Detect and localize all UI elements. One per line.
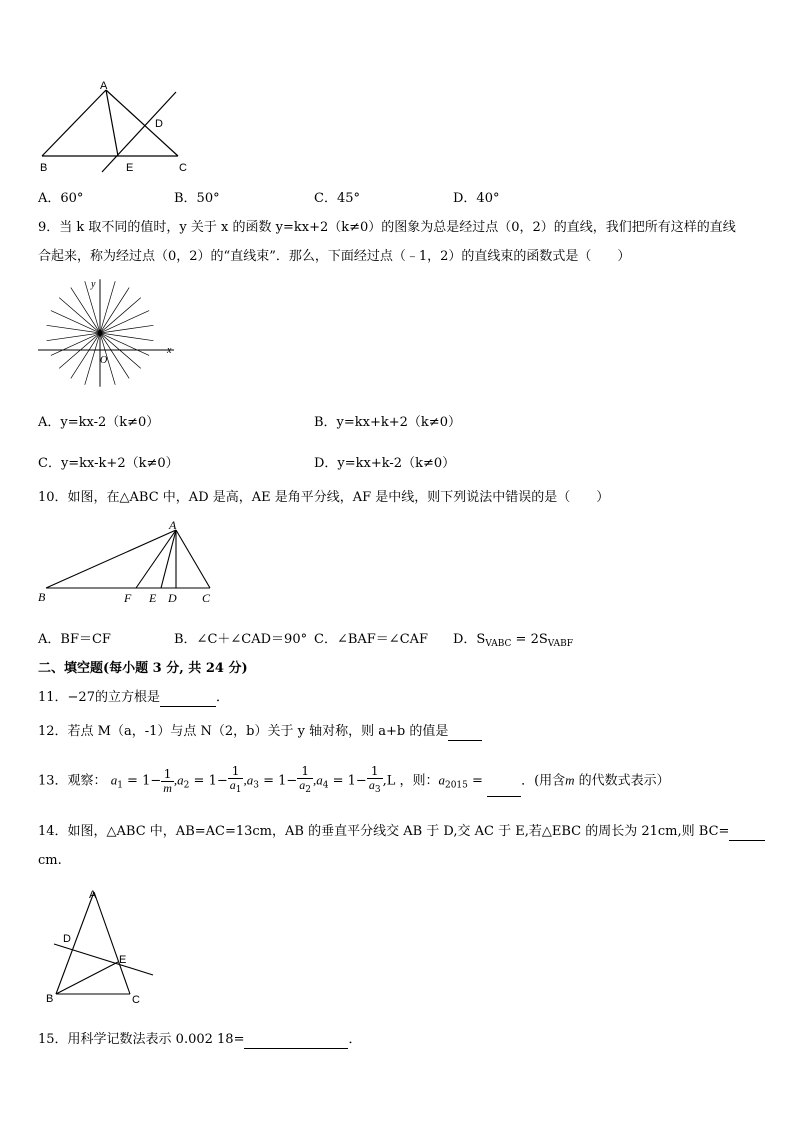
q13-target-eq: = — [467, 773, 483, 789]
q13-a3-index: 3 — [253, 780, 259, 791]
q14-triangle-figure — [40, 886, 160, 1010]
q9-axis-x-label: x — [167, 345, 172, 356]
q13 — [38, 765, 670, 797]
q13-fraction-4 — [367, 765, 383, 797]
q15-end: ． — [348, 1032, 362, 1047]
q10-label-e: E — [149, 591, 157, 605]
q13-fraction-3 — [297, 765, 313, 797]
q10-option-d-prefix: D．S — [453, 632, 486, 647]
q9-option-d: D．y=kx+k-2（k≠0） — [314, 456, 456, 471]
q13-variable-m: m — [565, 772, 575, 788]
q8-option-c: C．45° — [314, 191, 360, 206]
q13-fraction-4-den-i: 3 — [374, 785, 381, 795]
q13-target: a — [438, 772, 445, 788]
q13-fraction-2-den-a: a — [229, 778, 236, 792]
q13-fraction-1-den: m — [163, 780, 172, 795]
q10-option-d-sub2: VABF — [547, 639, 573, 649]
q10-option-c: C．∠BAF＝∠CAF — [314, 632, 429, 647]
q8-option-a: A．60° — [38, 191, 84, 206]
q13-eq1: = 1− — [122, 773, 162, 789]
q13-fraction-1-num: 1 — [161, 768, 174, 782]
q8-label-a: A — [100, 80, 108, 92]
q13-fraction-2-num: 1 — [228, 765, 244, 779]
q13-suffix: ．(用含 — [521, 773, 566, 789]
q12 — [38, 723, 482, 741]
q13-fraction-2 — [228, 765, 244, 797]
q8-label-e: E — [126, 162, 134, 174]
q9-origin-label: O — [100, 355, 108, 366]
q9-line-2: 合起来，称为经过点（0，2）的“直线束”．那么，下面经过点（﹣1，2）的直线束的函数式是（ ） — [38, 249, 631, 264]
q8-label-d: D — [155, 118, 163, 130]
q13-fraction-3-num: 1 — [297, 765, 313, 779]
q13-eq2: = 1− — [189, 773, 228, 789]
q13-fraction-3-den — [297, 779, 313, 797]
q10-label-c: C — [202, 591, 211, 605]
q14-line-2: cm. — [38, 853, 62, 868]
q10-text: 10．如图，在△ABC 中，AD 是高，AE 是角平分线，AF 是中线，则下列说法中错误的是（ ） — [38, 490, 610, 505]
q14-answer-blank[interactable] — [729, 826, 765, 841]
q8-option-b: B．50° — [174, 191, 220, 206]
q13-answer-blank[interactable] — [487, 782, 521, 797]
q10-label-a: A — [169, 518, 177, 532]
q13-fraction-1 — [161, 768, 174, 795]
q9-option-b: B．y=kx+k+2（k≠0） — [314, 415, 461, 430]
q10-option-a: A．BF＝CF — [38, 632, 111, 647]
q10-label-b: B — [38, 590, 46, 604]
q13-a2: ,a — [173, 772, 184, 788]
q10-option-d-mid: = 2S — [511, 632, 548, 647]
q13-eq4: = 1− — [328, 773, 367, 789]
q13-a1-index: 1 — [117, 780, 123, 791]
q14-label-c: C — [132, 994, 140, 1006]
q14-label-b: B — [46, 993, 54, 1005]
q12-text: 12．若点 M（a，-1）与点 N（2，b）关于 y 轴对称，则 a+b 的值是 — [38, 724, 449, 739]
q8-triangle-figure — [30, 78, 200, 178]
q9-option-c: C．y=kx-k+2（k≠0） — [38, 456, 179, 471]
q13-ellipsis: ,L — [382, 773, 396, 789]
q15 — [38, 1031, 361, 1049]
q9-axis-y-label: y — [91, 279, 96, 290]
q13-a4-index: 4 — [322, 780, 329, 791]
q13-a2-index: 2 — [183, 780, 190, 791]
q13-a4: ,a — [313, 772, 323, 788]
q13-fraction-4-den — [367, 779, 383, 797]
q10-option-d-sub1: VABC — [485, 639, 512, 649]
q13-fraction-3-den-i: 2 — [305, 785, 312, 795]
q13-eq3: = 1− — [258, 773, 298, 789]
q8-label-c: C — [179, 162, 187, 174]
q10-label-d: D — [168, 591, 177, 605]
q14-line-1 — [38, 823, 765, 841]
q13-fraction-2-den — [228, 779, 244, 797]
q11-end: ． — [215, 690, 229, 705]
q13-fraction-2-den-i: 1 — [235, 785, 242, 795]
q13-fraction-3-den-a: a — [299, 778, 306, 792]
q11 — [38, 689, 229, 707]
q15-text: 15．用科学记数法表示 0.002 18= — [38, 1032, 245, 1047]
q14-text: 14．如图，△ABC 中，AB=AC=13cm，AB 的垂直平分线交 AB 于 D,交 AC 于 E,若△EBC 的周长为 21cm,则 BC= — [38, 824, 730, 839]
q12-answer-blank[interactable] — [448, 726, 482, 741]
q13-suffix-2: 的代数式表示） — [574, 773, 670, 789]
q9-line-bundle-figure — [36, 276, 178, 388]
q13-a3: ,a — [243, 772, 254, 788]
q13-fraction-4-num: 1 — [367, 765, 383, 779]
q10-triangle-figure — [34, 518, 224, 608]
q13-fraction-4-den-a: a — [368, 778, 375, 792]
q8-option-d: D．40° — [453, 191, 500, 206]
q10-label-f: F — [124, 591, 132, 605]
q14-label-e: E — [119, 954, 127, 966]
q13-target-index: 2015 — [444, 780, 468, 791]
q8-label-b: B — [40, 162, 48, 174]
q10-option-d — [453, 628, 573, 649]
q13-a1: a — [110, 772, 118, 788]
q9-line-1: 9．当 k 取不同的值时，y 关于 x 的函数 y=kx+2（k≠0）的图象为总是经过点（0，2）的直线，我们把所有这样的直线 — [38, 220, 736, 235]
q14-label-a: A — [89, 889, 97, 901]
q15-answer-blank[interactable] — [244, 1034, 348, 1049]
q14-label-d: D — [63, 933, 71, 945]
q11-text: 11．−27的立方根是 — [38, 690, 160, 705]
section-2-heading: 二、填空题(每小题 3 分, 共 24 分) — [38, 661, 248, 676]
q10-option-b: B．∠C＋∠CAD＝90° — [174, 632, 308, 647]
q9-option-a: A．y=kx-2（k≠0） — [38, 415, 160, 430]
q13-then: ，则： — [399, 773, 439, 789]
q13-prefix: 13．观察： — [38, 773, 107, 789]
q11-answer-blank[interactable] — [160, 692, 216, 707]
